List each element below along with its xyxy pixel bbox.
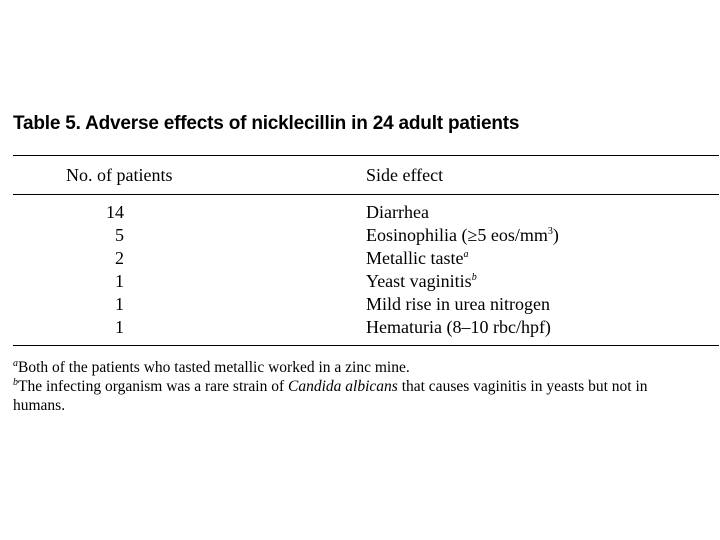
column-header-side-effect: Side effect bbox=[366, 165, 444, 185]
side-effect: Yeast vaginitis$^b$ bbox=[366, 271, 477, 291]
footnote-marker-b: b bbox=[471, 272, 477, 283]
superscript-exponent: 3 bbox=[547, 226, 553, 237]
side-effect: Eosinophilia (≥5 eos/$mm^3$) bbox=[366, 225, 559, 245]
patient-count: 5 bbox=[115, 225, 124, 245]
footnote-b: $^b$The infecting organism was a rare strain of Candida albicans that causes vaginitis in yeasts but not in humans. bbox=[13, 376, 648, 414]
column-header-patients: No. of patients bbox=[66, 165, 173, 185]
side-effect: Mild rise in urea nitrogen bbox=[366, 294, 550, 314]
table-bottom-rule bbox=[13, 345, 719, 346]
patient-count: 1 bbox=[115, 294, 124, 314]
side-effect: Metallic taste$^a$ bbox=[366, 248, 469, 268]
table-top-rule bbox=[13, 155, 719, 156]
patient-count: 1 bbox=[115, 317, 124, 337]
footnote-marker-a: a bbox=[463, 249, 469, 260]
footnotes bbox=[13, 358, 703, 415]
side-effect: Hematuria (8–10 rbc/hpf) bbox=[366, 317, 551, 337]
table-title: Table 5. Adverse effects of nicklecillin in 24 adult patients bbox=[13, 113, 520, 134]
patient-count: 2 bbox=[115, 248, 124, 268]
organism-name: Candida albicans bbox=[288, 378, 398, 395]
table-header-rule bbox=[13, 194, 719, 195]
patient-count: 1 bbox=[115, 271, 124, 291]
footnote-a: $^a$Both of the patients who tasted metallic worked in a zinc mine. bbox=[13, 357, 410, 376]
footnote-b-marker: b bbox=[13, 376, 18, 388]
footnote-a-marker: a bbox=[13, 357, 18, 369]
side-effect: Diarrhea bbox=[366, 202, 429, 222]
patient-count: 14 bbox=[106, 202, 124, 222]
